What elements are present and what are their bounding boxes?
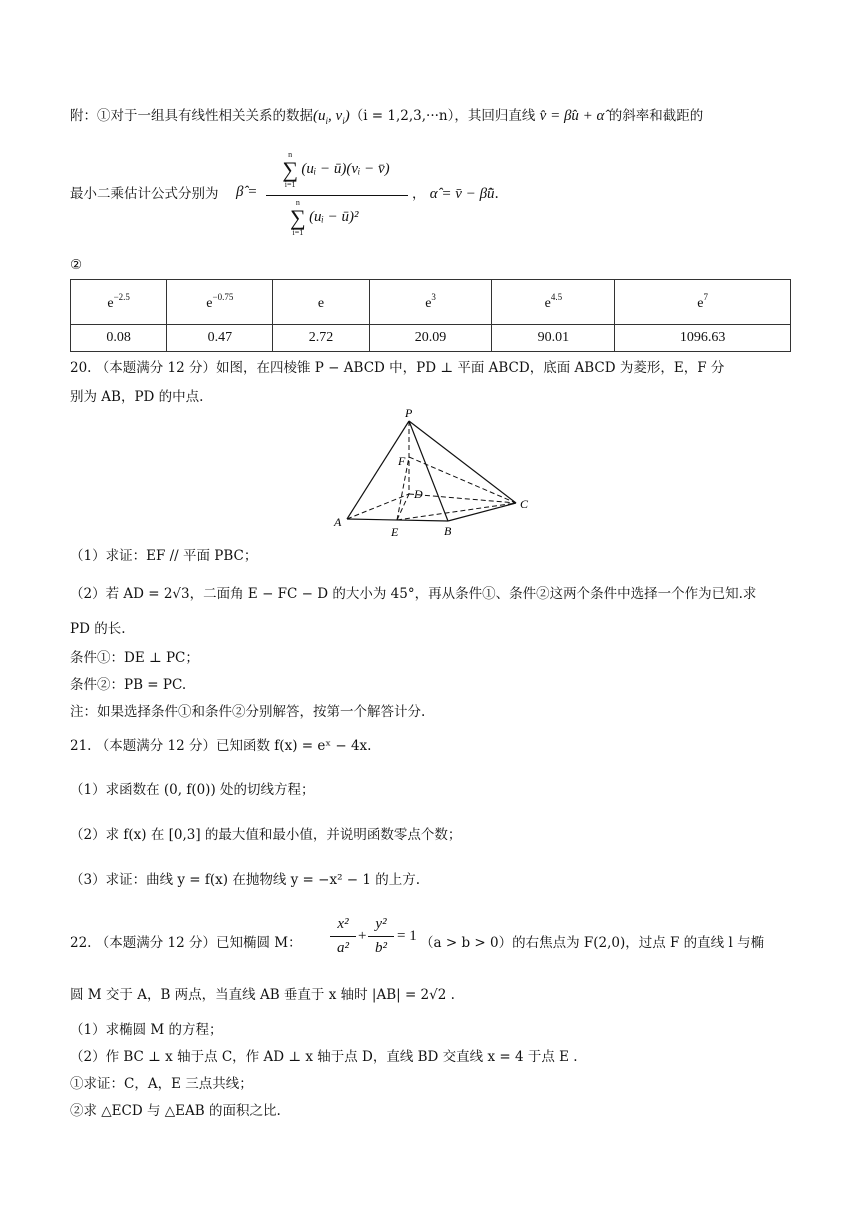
frac-y-den: b² (375, 940, 387, 956)
comma: ， (412, 186, 426, 202)
table-header-cell: $e^3$ (369, 280, 492, 325)
appendix-text-tail: 的斜率和截距的 (608, 108, 704, 124)
q20-part-1: （1）求证：EF // 平面 PBC； (70, 548, 258, 564)
label-D: D (414, 487, 423, 501)
plus-sign: + (358, 928, 367, 944)
table-value-cell: 90.01 (492, 325, 615, 352)
q21-part-1: （1）求函数在 (0, f(0)) 处的切线方程； (70, 782, 315, 798)
appendix-line-1 (70, 106, 703, 131)
mark-2: ② (70, 257, 83, 273)
sum-upper: n (288, 150, 293, 159)
index-range: （i = 1,2,3,···n），其回归直线 (349, 108, 536, 124)
numerator-expr: (uᵢ − ū)(vᵢ − v̄) (301, 161, 390, 178)
appendix-line-2 (70, 184, 219, 204)
table-header-cell: $e^{4.5}$ (492, 280, 615, 325)
appendix-text: 附：①对于一组具有线性相关关系的数据 (70, 108, 313, 124)
equals-one: = 1 (397, 928, 417, 944)
q22-line-1a: 22. （本题满分 12 分）已知椭圆 M： (70, 935, 302, 951)
q22-line-1b: （a > b > 0）的右焦点为 F(2,0)，过点 F 的直线 l 与椭 (420, 935, 765, 951)
table-header-cell: $e^7$ (615, 280, 791, 325)
table-header-row (71, 280, 791, 325)
table-value-cell: 2.72 (273, 325, 369, 352)
q20-note: 注：如果选择条件①和条件②分别解答，按第一个解答计分. (70, 704, 426, 720)
label-C: C (520, 497, 529, 511)
q21-part-3: （3）求证：曲线 y = f(x) 在抛物线 y = −x² − 1 的上方. (70, 872, 421, 888)
fraction-numerator: n ∑ i=1 (uᵢ − ū)(vᵢ − v̄) (282, 150, 390, 189)
data-pair: ($u_i$, $v_i$) (313, 108, 350, 126)
label-E: E (391, 525, 399, 539)
alpha-formula: α̂ = v̄ − β̂ū (429, 186, 495, 202)
q20-part-2: （2）若 AD = 2√3，二面角 E − FC − D 的大小为 45°，再从条件①、条件②这两个条件中选择一个作为已知.求 (70, 586, 757, 602)
exp-value-table (70, 279, 791, 352)
alpha-formula-line (412, 184, 499, 204)
table-header-cell: $e^{-2.5}$ (71, 280, 167, 325)
table-value-row (71, 325, 791, 352)
frac-y-bar (368, 936, 394, 937)
q22-part-2: （2）作 BC ⊥ x 轴于点 C，作 AD ⊥ x 轴于点 D，直线 BD 交直线 x = 4 于点 E . (70, 1049, 578, 1065)
q22-line-2: 圆 M 交于 A，B 两点，当直线 AB 垂直于 x 轴时 |AB| = 2√2 . (70, 987, 455, 1003)
pyramid-figure (330, 405, 540, 540)
label-F: F (398, 454, 406, 468)
period: . (494, 186, 499, 202)
table-value-cell: 20.09 (369, 325, 492, 352)
table-value-cell: 0.47 (167, 325, 273, 352)
frac-x-bar (330, 936, 356, 937)
table-header-cell: $e^{-0.75}$ (167, 280, 273, 325)
beta-hat: β̂ = (236, 184, 258, 200)
denominator-expr: (uᵢ − ū)² (309, 209, 359, 226)
sum-upper: n (295, 198, 300, 207)
label-B: B (444, 524, 452, 538)
frac-x-den: a² (337, 940, 349, 956)
sum-lower: i=1 (284, 180, 296, 189)
q20-line-2: 别为 AB，PD 的中点. (70, 389, 204, 405)
sum-lower: i=1 (292, 228, 304, 237)
q20-condition-1: 条件①：DE ⊥ PC； (70, 650, 199, 666)
label-P: P (405, 406, 413, 420)
q22-sub-1: ①求证：C，A，E 三点共线； (70, 1076, 253, 1092)
table-header-cell: e (273, 280, 369, 325)
q22-part-1: （1）求椭圆 M 的方程； (70, 1022, 223, 1038)
least-squares-label: 最小二乘估计公式分别为 (70, 186, 219, 202)
label-A: A (334, 515, 342, 529)
fraction-denominator: n ∑ i=1 (uᵢ − ū)² (290, 198, 359, 237)
q21-part-2: （2）求 f(x) 在 [0,3] 的最大值和最小值，并说明函数零点个数； (70, 827, 462, 843)
regression-equation: v̂ = β̂u + α̂ (539, 108, 605, 124)
q20-part-2b: PD 的长. (70, 621, 126, 637)
table-value-cell: 1096.63 (615, 325, 791, 352)
frac-y-num: y² (375, 916, 387, 932)
fraction-bar (266, 195, 408, 196)
q22-sub-2: ②求 △ECD 与 △EAB 的面积之比. (70, 1103, 281, 1119)
table-value-cell: 0.08 (71, 325, 167, 352)
frac-x-num: x² (337, 916, 349, 932)
q20-condition-2: 条件②：PB = PC. (70, 677, 187, 693)
q21-line-1: 21. （本题满分 12 分）已知函数 f(x) = eˣ − 4x. (70, 738, 372, 754)
q20-line-1: 20. （本题满分 12 分）如图，在四棱锥 P − ABCD 中，PD ⊥ 平面 ABCD，底面 ABCD 为菱形，E，F 分 (70, 360, 725, 376)
